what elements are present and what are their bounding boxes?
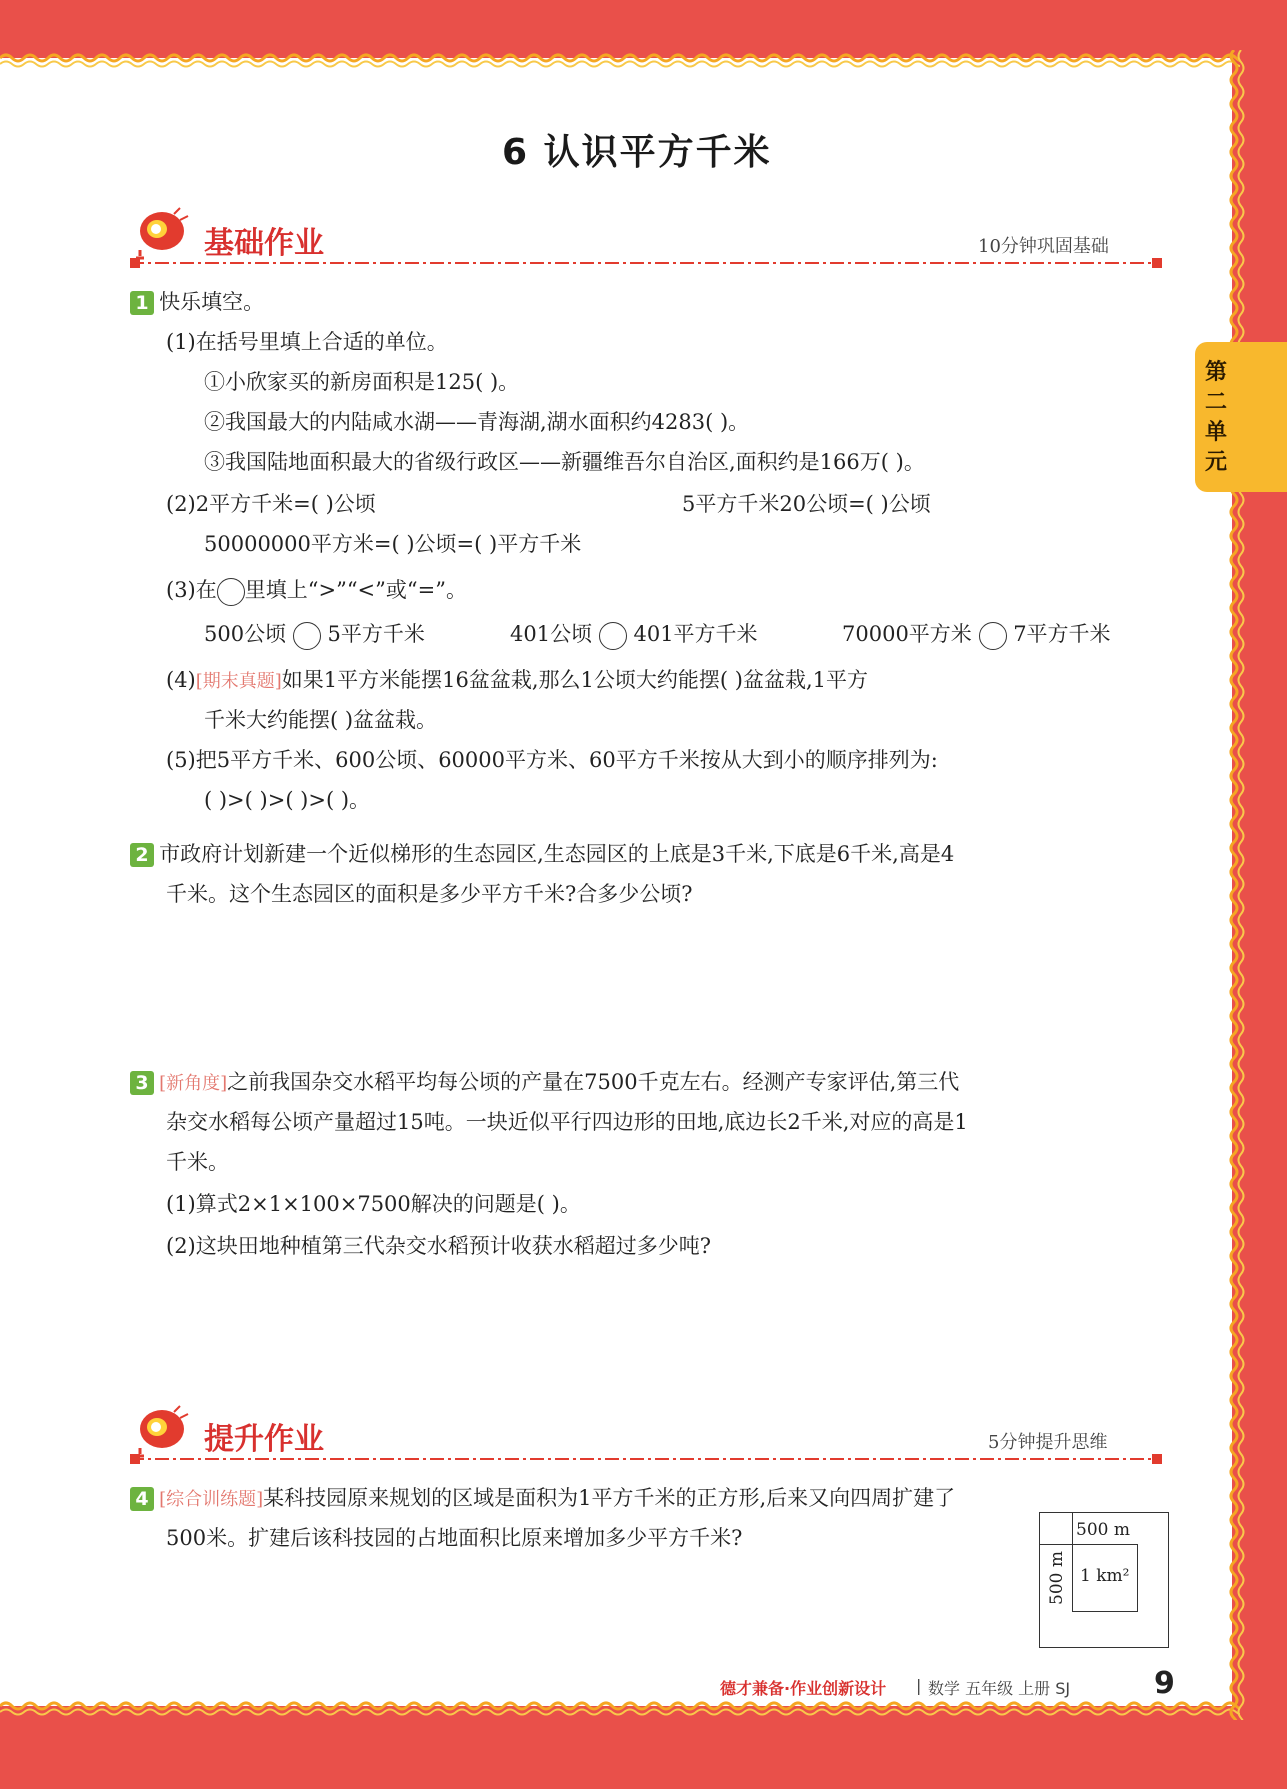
q1-part3-suffix: 里填上“>”“<”或“=”。 (244, 578, 467, 602)
section-title-basic: 基础作业 (204, 226, 324, 261)
question-2-line2: 千米。这个生态园区的面积是多少平方千米?合多少公顷? (166, 882, 693, 906)
compare-1-right: 5平方千米 (327, 622, 425, 646)
q1-part2-a: (2)2平方千米=( )公顷 (166, 492, 376, 516)
q1-part4-cont: 千米大约能摆( )盆盆栽。 (204, 708, 438, 732)
q1-part1-c: ③我国陆地面积最大的省级行政区——新疆维吾尔自治区,面积约是166万( )。 (204, 450, 925, 474)
lantern-icon (130, 206, 190, 262)
section-divider-advance (130, 1452, 1170, 1466)
q1-compare-3 (842, 618, 1111, 650)
question-2 (130, 838, 954, 868)
top-dimension-line (1072, 1512, 1073, 1544)
q1-part1-b: ②我国最大的内陆咸水湖——青海湖,湖水面积约4283( )。 (204, 410, 750, 434)
question-3-sub2: (2)这块田地种植第三代杂交水稻预计收获水稻超过多少吨? (166, 1234, 712, 1258)
footer-brand: 德才兼备·作业创新设计 (720, 1679, 887, 1698)
tag-comprehensive: [综合训练题] (159, 1489, 264, 1510)
section-divider-basic (130, 256, 1170, 270)
q1-part4-text: 如果1平方米能摆16盆盆栽,那么1公顷大约能摆( )盆盆栽,1平方 (281, 668, 869, 692)
compare-2-circle[interactable] (599, 622, 627, 650)
footer-separator: | (916, 1676, 922, 1695)
q1-part3 (166, 574, 467, 606)
question-1-number: 1 (130, 291, 154, 315)
section-title-advance: 提升作业 (204, 1422, 324, 1457)
question-4 (130, 1482, 955, 1512)
footer-info: 数学 五年级 上册 SJ (928, 1679, 1071, 1698)
figure-left-label: 500 m (1046, 1551, 1067, 1605)
question-1-header (130, 286, 264, 316)
compare-1-left: 500公顷 (204, 622, 287, 646)
section-note-basic: 10分钟巩固基础 (978, 236, 1109, 257)
question-4-line1: 某科技园原来规划的区域是面积为1平方千米的正方形,后来又向四周扩建了 (263, 1486, 956, 1510)
q1-compare-1 (204, 618, 425, 650)
q1-part5-blanks: ( )>( )>( )>( )。 (204, 788, 371, 812)
compare-3-right: 7平方千米 (1013, 622, 1111, 646)
compare-3-left: 70000平方米 (842, 622, 972, 646)
question-2-line1: 市政府计划新建一个近似梯形的生态园区,生态园区的上底是3千米,下底是6千米,高是4 (159, 842, 955, 866)
page-number: 9 (1154, 1666, 1175, 1701)
q1-part4-prefix: (4) (166, 668, 196, 692)
compare-circle (217, 578, 245, 606)
q1-part4 (166, 664, 868, 694)
figure-top-label: 500 m (1076, 1520, 1130, 1540)
left-dimension-line (1039, 1544, 1072, 1545)
compare-2-right: 401平方千米 (633, 622, 758, 646)
question-3-line3: 千米。 (166, 1150, 229, 1174)
question-3-number: 3 (130, 1071, 154, 1095)
question-2-number: 2 (130, 843, 154, 867)
q1-part2-b: 5平方千米20公顷=( )公顷 (682, 492, 931, 516)
question-3-sub1: (1)算式2×1×100×7500解决的问题是( )。 (166, 1192, 581, 1216)
compare-1-circle[interactable] (293, 622, 321, 650)
compare-3-circle[interactable] (979, 622, 1007, 650)
question-3-line1: 之前我国杂交水稻平均每公顷的产量在7500千克左右。经测产专家评估,第三代 (227, 1070, 960, 1094)
question-3-line2: 杂交水稻每公顷产量超过15吨。一块近似平行四边形的田地,底边长2千米,对应的高是1 (166, 1110, 968, 1134)
right-wavy-border (1222, 50, 1254, 1720)
page-title: 6 认识平方千米 (502, 132, 772, 173)
figure-center-label: 1 km² (1080, 1566, 1130, 1586)
question-1-stem: 快乐填空。 (159, 290, 265, 314)
tag-new-angle: [新角度] (159, 1073, 228, 1094)
q1-part2-c: 50000000平方米=( )公顷=( )平方千米 (204, 532, 582, 556)
unit-side-tab-label: 第二单元 (1204, 360, 1227, 475)
question-3 (130, 1066, 959, 1096)
section-note-advance: 5分钟提升思维 (988, 1432, 1108, 1453)
compare-2-left: 401公顷 (510, 622, 593, 646)
q1-part1: (1)在括号里填上合适的单位。 (166, 330, 448, 354)
q1-part1-a: ①小欣家买的新房面积是125( )。 (204, 370, 520, 394)
question-4-number: 4 (130, 1487, 154, 1511)
tag-final-exam: [期末真题] (195, 671, 282, 692)
q1-part3-prefix: (3)在 (166, 578, 217, 602)
q1-part5: (5)把5平方千米、600公顷、60000平方米、60平方千米按从大到小的顺序排列为: (166, 748, 938, 772)
q1-compare-2 (510, 618, 758, 650)
question-4-line2: 500米。扩建后该科技园的占地面积比原来增加多少平方千米? (166, 1526, 743, 1550)
top-wavy-border (0, 44, 1240, 76)
